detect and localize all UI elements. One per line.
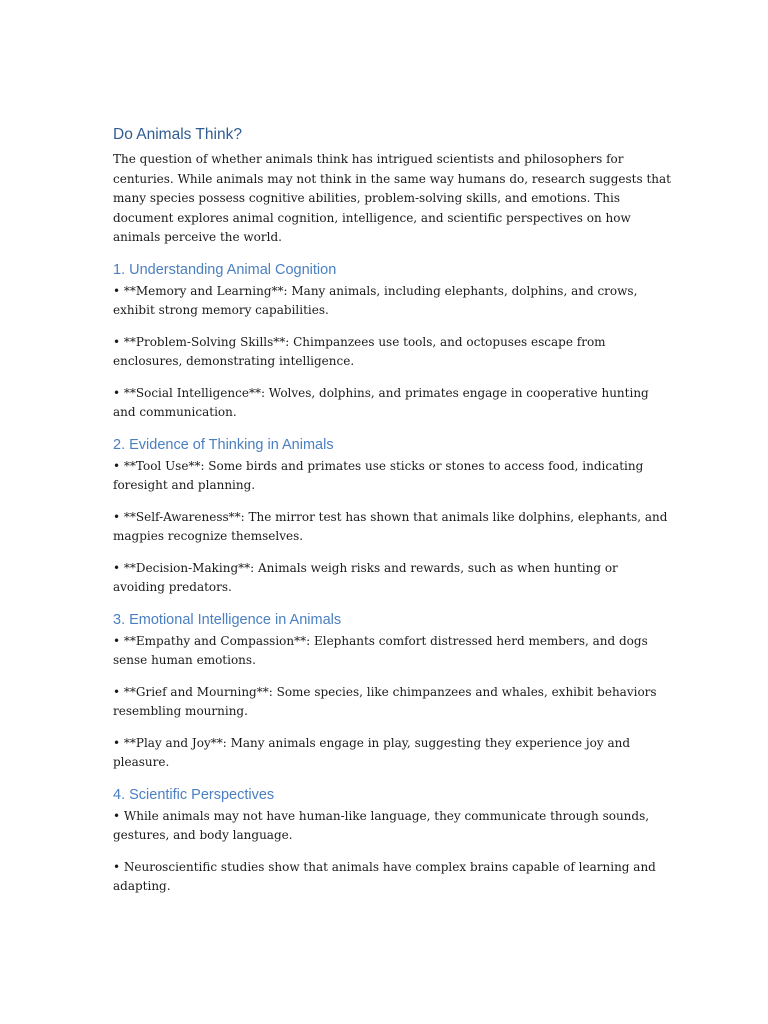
bullet-item: • **Empathy and Compassion**: Elephants comfort distressed herd members, and dogs sense human emotions. bbox=[113, 633, 648, 667]
section-emotional bbox=[113, 610, 673, 773]
section-heading: 2. Evidence of Thinking in Animals bbox=[113, 436, 334, 453]
bullet-item: • **Tool Use**: Some birds and primates use sticks or stones to access food, indicating foresight and planning. bbox=[113, 458, 644, 492]
section-heading: 1. Understanding Animal Cognition bbox=[113, 261, 337, 278]
bullet-item: • **Self-Awareness**: The mirror test has shown that animals like dolphins, elephants, and magpies recognize themselves. bbox=[113, 509, 668, 543]
section-heading: 4. Scientific Perspectives bbox=[113, 786, 275, 803]
section-cognition bbox=[113, 260, 673, 423]
bullet-item: • **Decision-Making**: Animals weigh risks and rewards, such as when hunting or avoiding predators. bbox=[113, 560, 618, 594]
intro-paragraph: The question of whether animals think has intrigued scientists and philosophers for centuries. While animals may not think in the same way humans do, research suggests that many species possess cognitive abilities, problem-solving skills, and emotions. This document explores animal cognition, intelligence, and scientific perspectives on how animals perceive the world. bbox=[113, 152, 671, 244]
document-page bbox=[113, 125, 673, 897]
bullet-item: • **Grief and Mourning**: Some species, like chimpanzees and whales, exhibit behaviors resembling mourning. bbox=[113, 684, 657, 718]
section-heading: 3. Emotional Intelligence in Animals bbox=[113, 611, 342, 628]
bullet-item: • **Play and Joy**: Many animals engage in play, suggesting they experience joy and pleasure. bbox=[113, 735, 631, 769]
section-evidence bbox=[113, 435, 673, 598]
bullet-item: • **Problem-Solving Skills**: Chimpanzees use tools, and octopuses escape from enclosures, demonstrating intelligence. bbox=[113, 334, 606, 368]
section-scientific bbox=[113, 785, 673, 897]
bullet-item: • Neuroscientific studies show that animals have complex brains capable of learning and adapting. bbox=[113, 859, 656, 893]
bullet-item: • **Social Intelligence**: Wolves, dolphins, and primates engage in cooperative hunting and communication. bbox=[113, 385, 649, 419]
bullet-item: • While animals may not have human-like language, they communicate through sounds, gestures, and body language. bbox=[113, 808, 650, 842]
document-title: Do Animals Think? bbox=[113, 126, 242, 143]
bullet-item: • **Memory and Learning**: Many animals, including elephants, dolphins, and crows, exhibit strong memory capabilities. bbox=[113, 283, 638, 317]
